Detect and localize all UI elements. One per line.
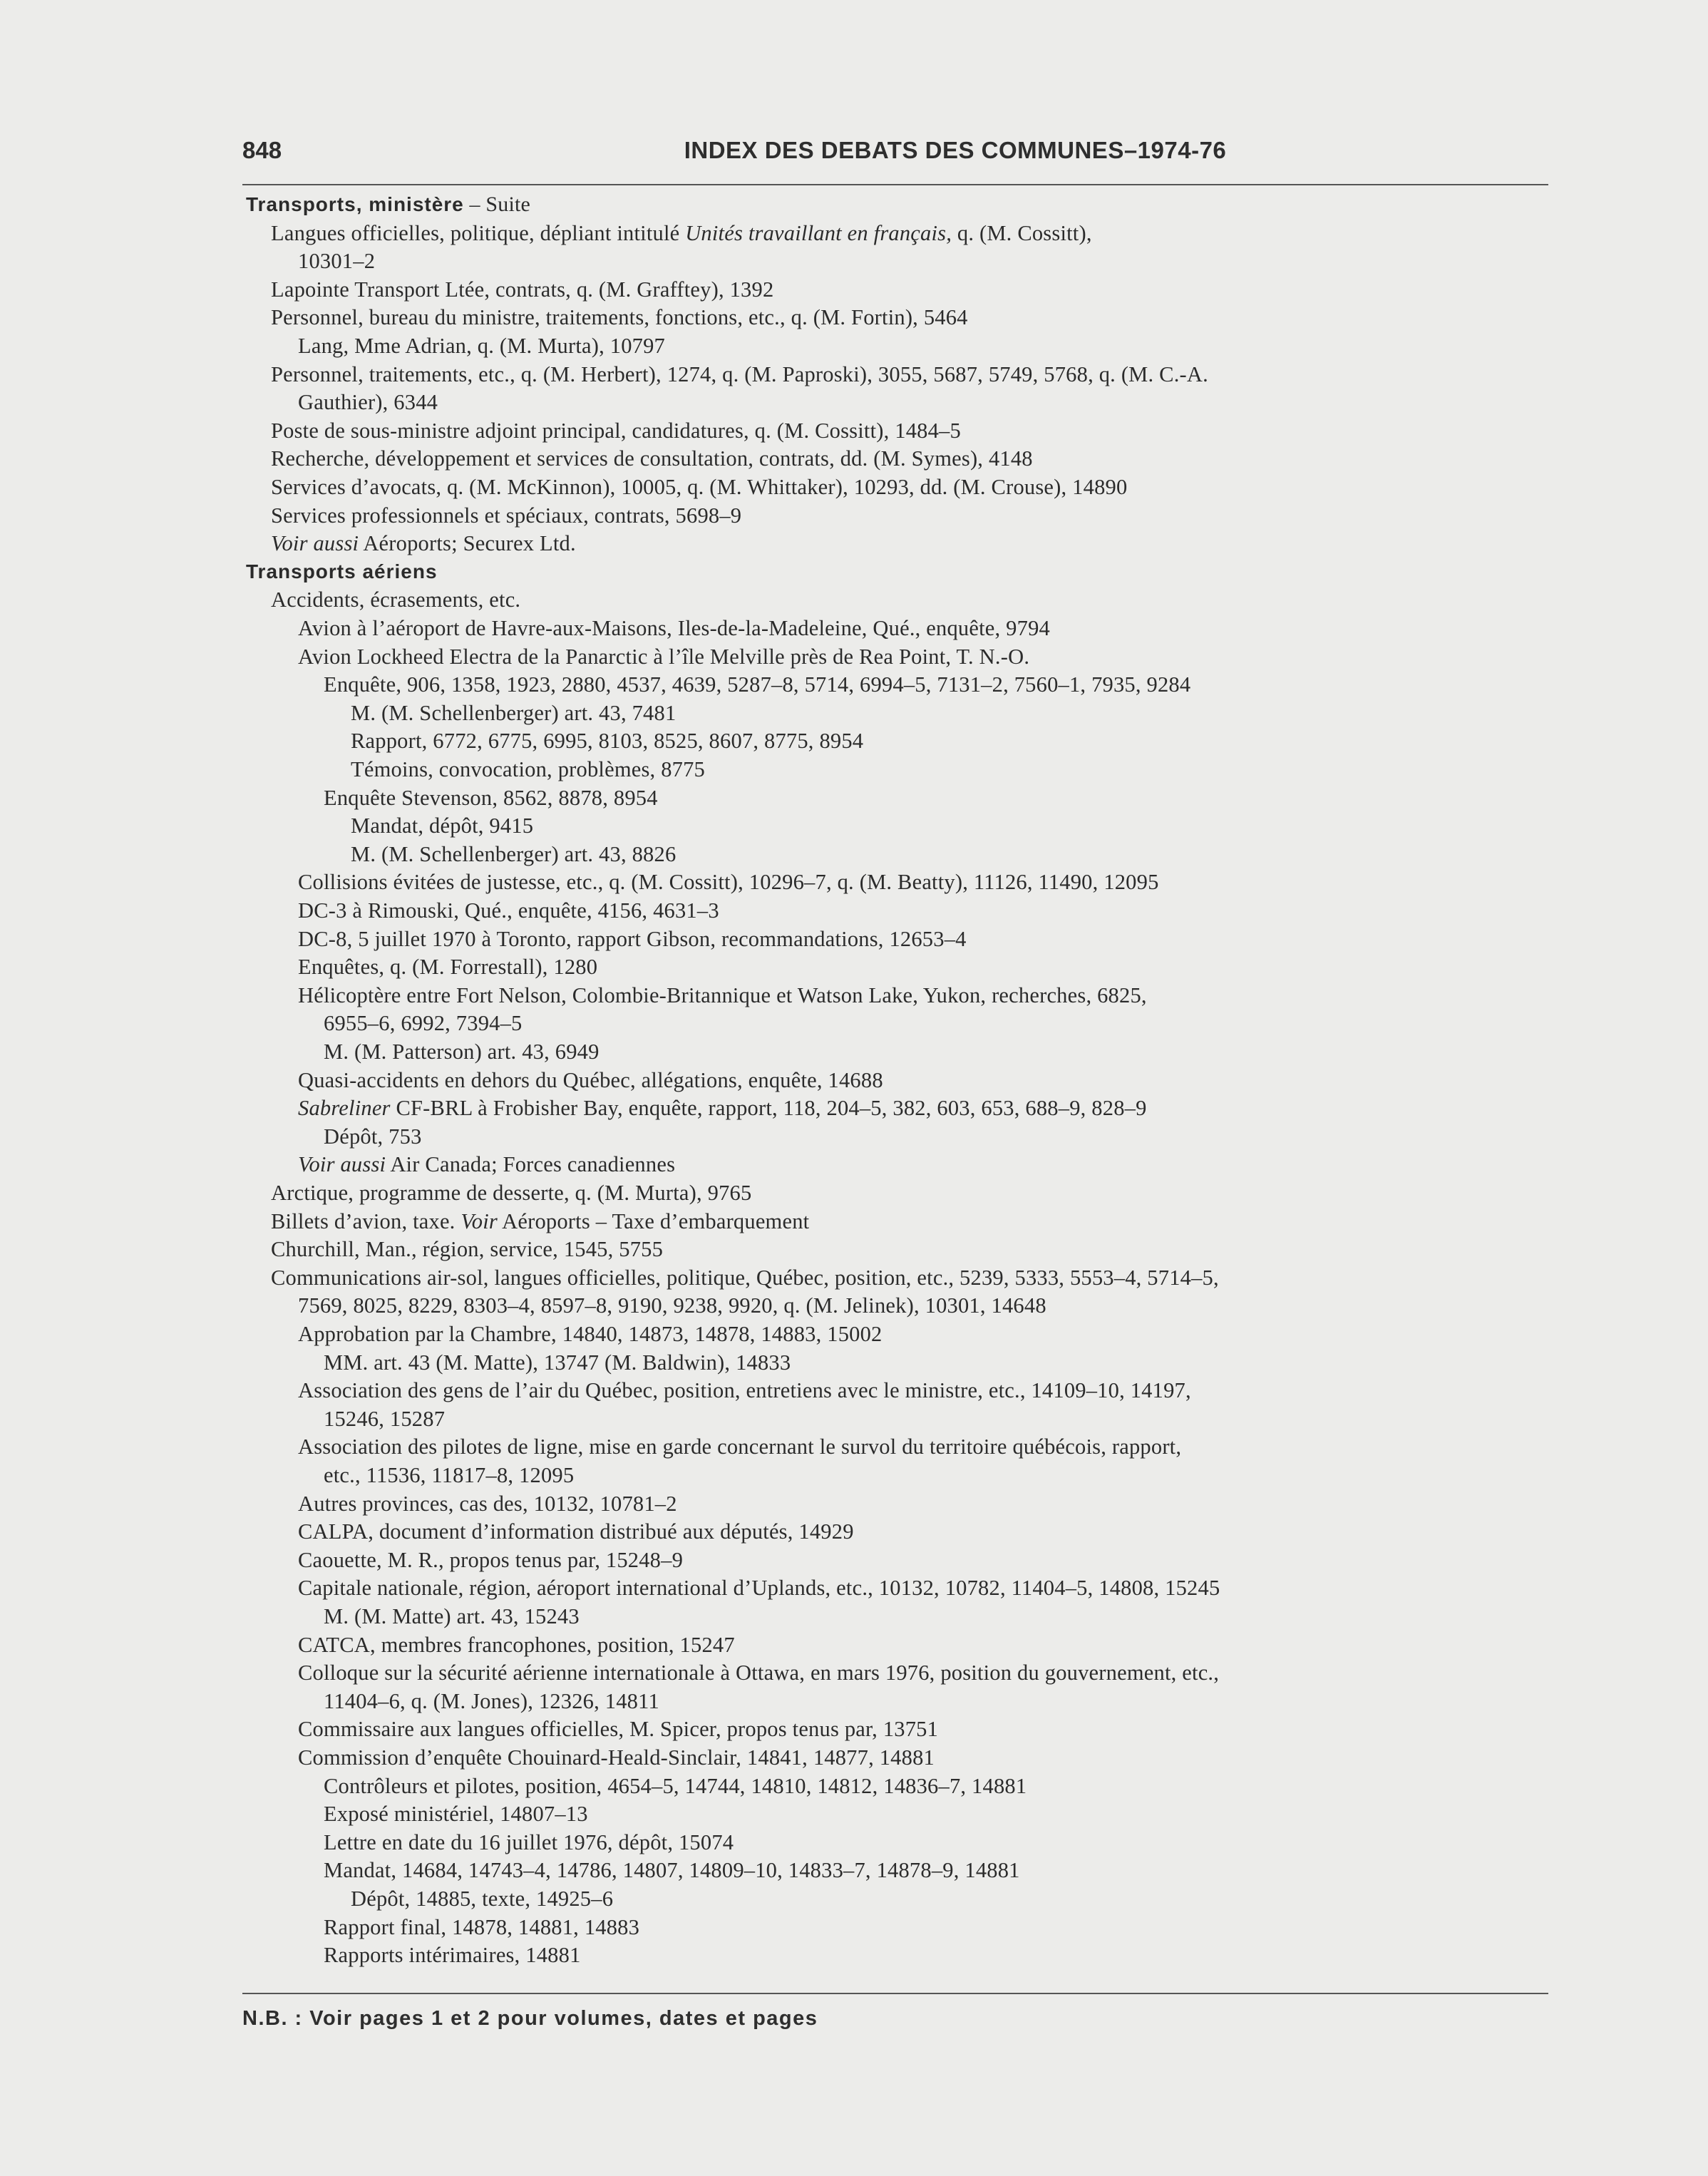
index-entry	[298, 953, 597, 981]
entry-text: Transports, ministère	[246, 193, 464, 215]
index-entry	[271, 275, 773, 304]
entry-text: Quasi-accidents en dehors du Québec, allégations, enquête, 14688	[298, 1067, 883, 1092]
entry-italic-text: Voir	[461, 1208, 498, 1233]
entry-text: DC-3 à Rimouski, Qué., enquête, 4156, 4631–3	[298, 898, 719, 923]
index-entry	[351, 1884, 613, 1913]
entry-text: Personnel, traitements, etc., q. (M. Herbert), 1274, q. (M. Paproski), 3055, 5687, 5749, 5768, q. (M. C.-A.	[271, 361, 1208, 386]
entry-text: DC-8, 5 juillet 1970 à Toronto, rapport Gibson, recommandations, 12653–4	[298, 926, 967, 951]
index-entry	[298, 1150, 675, 1179]
page-number: 848	[242, 137, 282, 163]
index-entry	[271, 444, 1033, 473]
index-entry	[351, 699, 676, 727]
entry-text: Commissaire aux langues officielles, M. Spicer, propos tenus par, 13751	[298, 1717, 939, 1742]
entry-text: Churchill, Man., région, service, 1545, 5755	[271, 1237, 664, 1262]
entry-text: 10301–2	[298, 249, 376, 274]
entry-text: Approbation par la Chambre, 14840, 14873, 14878, 14883, 15002	[298, 1322, 883, 1346]
index-entry	[271, 585, 520, 614]
index-entry	[271, 529, 576, 558]
index-entry	[271, 1263, 1219, 1292]
entry-text: Avion à l’aéroport de Havre-aux-Maisons, Iles-de-la-Madeleine, Qué., enquête, 9794	[298, 616, 1050, 640]
index-entry	[324, 1772, 1027, 1800]
entry-text-continued: – Suite	[463, 193, 531, 216]
index-entry	[324, 1461, 574, 1489]
entry-text: Hélicoptère entre Fort Nelson, Colombie-Britannique et Watson Lake, Yukon, recherches, 6825,	[298, 982, 1147, 1007]
index-entry	[271, 501, 741, 530]
entry-text: Rapport final, 14878, 14881, 14883	[324, 1914, 640, 1939]
entry-italic-text: Voir aussi	[271, 531, 359, 556]
footer-rule	[242, 1993, 1548, 1994]
index-entry	[324, 1348, 791, 1377]
entry-italic-text: Sabreliner	[298, 1096, 391, 1121]
entry-text: Poste de sous-ministre adjoint principal, candidatures, q. (M. Cossitt), 1484–5	[271, 418, 961, 443]
entry-text: Services professionnels et spéciaux, contrats, 5698–9	[271, 503, 742, 528]
index-entry	[324, 1602, 580, 1631]
index-entry	[298, 1715, 938, 1743]
index-entry	[324, 1913, 639, 1941]
index-entry	[271, 303, 968, 332]
entry-text: etc., 11536, 11817–8, 12095	[324, 1463, 575, 1487]
entry-italic-text: Voir aussi	[298, 1152, 386, 1177]
entry-text: Langues officielles, politique, dépliant intitulé	[271, 220, 686, 245]
entry-text: Rapports intérimaires, 14881	[324, 1943, 581, 1968]
entry-text: Avion Lockheed Electra de la Panarctic à l’île Melville près de Rea Point, T. N.-O.	[298, 644, 1030, 669]
index-entry	[271, 473, 1127, 501]
entry-text: Transports aériens	[246, 560, 438, 583]
entry-text: 15246, 15287	[324, 1406, 446, 1431]
entry-text: Arctique, programme de desserte, q. (M. Murta), 9765	[271, 1181, 752, 1205]
entry-text: Dépôt, 753	[324, 1124, 422, 1149]
index-entry	[271, 416, 961, 445]
entry-text: 11404–6, q. (M. Jones), 12326, 14811	[324, 1688, 659, 1713]
index-entry	[324, 784, 658, 812]
entry-text: M. (M. Schellenberger) art. 43, 8826	[351, 841, 676, 866]
index-entry	[298, 1291, 1046, 1320]
index-entry	[298, 896, 719, 925]
index-entry	[324, 1037, 600, 1066]
index-entry	[324, 1828, 734, 1857]
index-entry	[298, 1631, 735, 1659]
entry-text: Témoins, convocation, problèmes, 8775	[351, 757, 705, 781]
index-entry	[298, 1743, 935, 1772]
entry-text: Lapointe Transport Ltée, contrats, q. (M. Grafftey), 1392	[271, 277, 774, 302]
entry-text: 6955–6, 6992, 7394–5	[324, 1011, 523, 1036]
index-entry	[271, 1179, 751, 1207]
index-entry	[298, 332, 665, 360]
index-entry	[324, 1122, 422, 1151]
entry-text: MM. art. 43 (M. Matte), 13747 (M. Baldwin), 14833	[324, 1350, 791, 1375]
entry-text: Communications air-sol, langues officielles, politique, Québec, position, etc., 5239, 5333, 5553–4, 5714–5,	[271, 1265, 1219, 1290]
index-entry	[351, 755, 705, 784]
index-entry	[298, 1517, 854, 1546]
index-entry	[351, 811, 533, 840]
entry-text: CALPA, document d’information distribué aux députés, 14929	[298, 1519, 854, 1544]
index-entry	[298, 1546, 683, 1574]
entry-text: Gauthier), 6344	[298, 390, 438, 415]
index-entry	[298, 1489, 677, 1518]
entry-text: Lang, Mme Adrian, q. (M. Murta), 10797	[298, 334, 666, 358]
index-entry	[271, 1207, 809, 1236]
entry-text: Contrôleurs et pilotes, position, 4654–5, 14744, 14810, 14812, 14836–7, 14881	[324, 1773, 1027, 1798]
entry-text: Collisions évitées de justesse, etc., q. (M. Cossitt), 10296–7, q. (M. Beatty), 11126, 11490, 12095	[298, 870, 1159, 895]
entry-text: Mandat, 14684, 14743–4, 14786, 14807, 14809–10, 14833–7, 14878–9, 14881	[324, 1858, 1020, 1883]
index-entry	[324, 1800, 588, 1828]
entry-text-continued: CF-BRL à Frobisher Bay, enquête, rapport, 118, 204–5, 382, 603, 653, 688–9, 828–9	[390, 1096, 1147, 1121]
entry-text: Personnel, bureau du ministre, traitements, fonctions, etc., q. (M. Fortin), 5464	[271, 305, 968, 330]
index-entry	[298, 1574, 1220, 1602]
entry-text: Enquête, 906, 1358, 1923, 2880, 4537, 4639, 5287–8, 5714, 6994–5, 7131–2, 7560–1, 7935, 9284	[324, 672, 1191, 697]
index-entry	[271, 219, 1092, 247]
entry-text: Capitale nationale, région, aéroport international d’Uplands, etc., 10132, 10782, 11404–5, 14808, 15245	[298, 1576, 1220, 1601]
index-entry	[298, 1432, 1181, 1461]
index-entry	[298, 1320, 883, 1348]
entry-text: 7569, 8025, 8229, 8303–4, 8597–8, 9190, 9238, 9920, q. (M. Jelinek), 10301, 14648	[298, 1293, 1046, 1318]
index-entry	[298, 1066, 883, 1094]
index-entry	[298, 247, 375, 275]
entry-text: Rapport, 6772, 6775, 6995, 8103, 8525, 8607, 8775, 8954	[351, 729, 864, 754]
index-entry	[324, 1405, 445, 1433]
footer-note: N.B. : Voir pages 1 et 2 pour volumes, dates et pages	[242, 2007, 818, 2030]
entry-text: Accidents, écrasements, etc.	[271, 587, 521, 612]
index-entry	[271, 1235, 663, 1263]
index-entry	[351, 727, 863, 755]
index-entry	[298, 925, 967, 953]
entry-text: M. (M. Patterson) art. 43, 6949	[324, 1040, 600, 1064]
entry-text: Enquêtes, q. (M. Forrestall), 1280	[298, 955, 598, 980]
index-entry	[324, 1687, 659, 1715]
index-entry	[298, 981, 1147, 1010]
entry-text-continued: Aéroports – Taxe d’embarquement	[498, 1208, 810, 1233]
index-entry	[324, 670, 1190, 699]
entry-text-continued: Air Canada; Forces canadiennes	[386, 1152, 676, 1177]
entry-text-continued: q. (M. Cossitt),	[952, 220, 1092, 245]
index-entry	[298, 642, 1029, 671]
index-entry	[351, 840, 676, 868]
entry-text: Association des gens de l’air du Québec, position, entretiens avec le ministre, etc., 14109–10, 14197,	[298, 1378, 1191, 1403]
index-entry	[324, 1009, 523, 1037]
entry-text: Dépôt, 14885, texte, 14925–6	[351, 1887, 614, 1911]
entry-text: M. (M. Schellenberger) art. 43, 7481	[351, 700, 676, 725]
entry-text-continued: Aéroports; Securex Ltd.	[359, 531, 576, 556]
index-entry	[298, 1658, 1219, 1687]
index-heading	[246, 190, 530, 219]
index-entry	[298, 388, 438, 416]
entry-text: Caouette, M. R., propos tenus par, 15248–9	[298, 1547, 684, 1572]
index-entry	[298, 868, 1159, 896]
index-heading	[246, 558, 438, 586]
entry-italic-text: Unités travaillant en français,	[685, 220, 952, 245]
entry-text: Autres provinces, cas des, 10132, 10781–2	[298, 1491, 677, 1516]
index-entry	[324, 1941, 581, 1969]
entry-text: Lettre en date du 16 juillet 1976, dépôt, 15074	[324, 1829, 734, 1854]
index-entry	[298, 614, 1050, 642]
entry-text: Services d’avocats, q. (M. McKinnon), 10005, q. (M. Whittaker), 10293, dd. (M. Crouse), 14890	[271, 475, 1128, 499]
entry-text: M. (M. Matte) art. 43, 15243	[324, 1604, 580, 1628]
index-entry	[271, 360, 1208, 389]
index-entry	[324, 1856, 1020, 1884]
entry-text: CATCA, membres francophones, position, 15247	[298, 1632, 735, 1657]
entry-text: Billets d’avion, taxe.	[271, 1208, 461, 1233]
entry-text: Colloque sur la sécurité aérienne internationale à Ottawa, en mars 1976, position du gouvernement, etc.,	[298, 1661, 1220, 1685]
entry-text: Association des pilotes de ligne, mise en garde concernant le survol du territoire québécois, rapport,	[298, 1435, 1182, 1459]
entry-text: Recherche, développement et services de consultation, contrats, dd. (M. Symes), 4148	[271, 446, 1033, 471]
entry-text: Mandat, dépôt, 9415	[351, 814, 534, 838]
index-entry	[298, 1094, 1147, 1122]
page-title: INDEX DES DEBATS DES COMMUNES–1974-76	[684, 137, 1227, 163]
index-entry	[298, 1376, 1191, 1405]
entry-text: Commission d’enquête Chouinard-Heald-Sinclair, 14841, 14877, 14881	[298, 1745, 935, 1770]
entry-text: Enquête Stevenson, 8562, 8878, 8954	[324, 785, 658, 810]
page-header	[242, 134, 1548, 168]
entry-text: Exposé ministériel, 14807–13	[324, 1802, 588, 1827]
header-rule	[242, 184, 1548, 185]
